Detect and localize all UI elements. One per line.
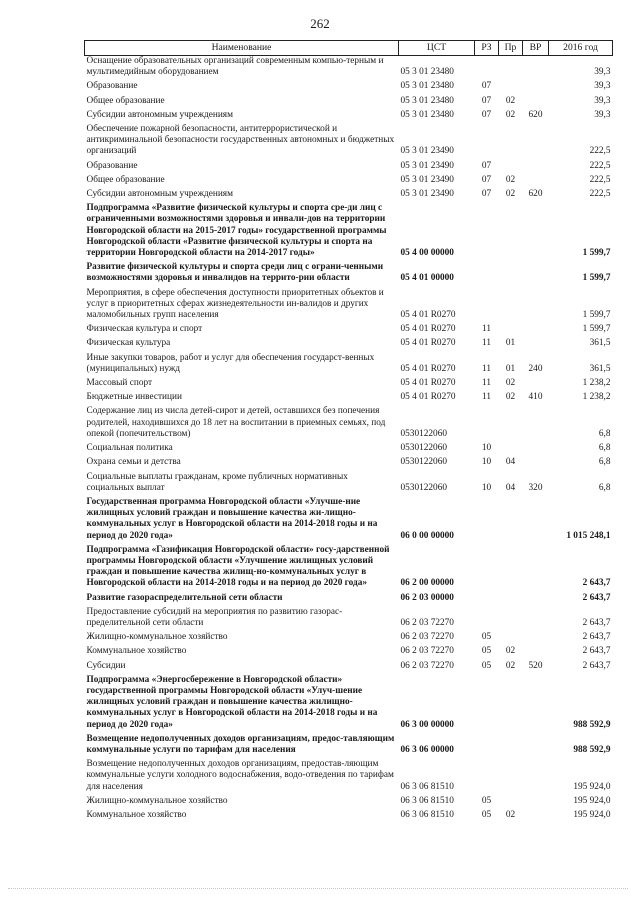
row-cst: 05 3 01 23480 xyxy=(400,109,454,120)
row-cst: 06 2 03 72270 xyxy=(400,617,454,628)
header-pr: Пр xyxy=(499,41,523,56)
row-cst: 05 3 01 23490 xyxy=(400,146,454,157)
table-row xyxy=(85,378,613,392)
row-name: Субсидии xyxy=(86,660,126,671)
row-rz xyxy=(475,593,499,607)
row-pr: 02 xyxy=(505,95,516,106)
row-rz: 07 xyxy=(481,160,492,171)
row-vr xyxy=(523,338,549,352)
row-pr: 02 xyxy=(505,809,516,820)
row-cst: 06 3 06 81510 xyxy=(400,809,454,820)
row-cst: 05 3 01 23490 xyxy=(400,160,454,171)
row-vr xyxy=(523,378,549,392)
row-pr: 02 xyxy=(505,378,516,389)
row-pr xyxy=(499,203,523,262)
table-row xyxy=(85,675,613,734)
row-amount: 195 924,0 xyxy=(573,781,611,792)
table-row xyxy=(85,607,613,632)
row-vr xyxy=(523,796,549,810)
row-name: Общее образование xyxy=(86,95,165,106)
row-pr xyxy=(499,81,523,95)
table-row xyxy=(85,646,613,660)
row-rz: 10 xyxy=(481,482,492,493)
row-rz xyxy=(475,262,499,287)
row-rz xyxy=(475,124,499,161)
table-row xyxy=(85,443,613,457)
row-amount: 195 924,0 xyxy=(573,809,611,820)
row-cst: 05 4 01 R0270 xyxy=(400,324,456,335)
row-vr xyxy=(523,810,549,824)
row-rz: 05 xyxy=(481,660,492,671)
row-amount: 2 643,7 xyxy=(582,592,611,603)
row-vr xyxy=(523,443,549,457)
table-row xyxy=(85,472,613,497)
row-vr xyxy=(523,545,549,593)
row-cst: 05 4 01 00000 xyxy=(400,273,454,284)
row-name: Возмещение недополученных доходов организациям, предостав-ляющим коммунальные услуги холодного водоснабжения, водо-отведения по тарифам для населения xyxy=(86,759,394,792)
row-amount: 1 015 248,1 xyxy=(566,530,611,541)
row-vr: 410 xyxy=(528,392,543,403)
row-name: Жилищно-коммунальное хозяйство xyxy=(86,795,228,806)
row-rz: 10 xyxy=(481,457,492,468)
table-row xyxy=(85,189,613,203)
row-rz: 05 xyxy=(481,809,492,820)
row-rz: 05 xyxy=(481,646,492,657)
row-pr xyxy=(499,632,523,646)
row-cst: 05 4 01 R0270 xyxy=(400,310,456,321)
row-pr xyxy=(499,288,523,325)
table-row xyxy=(85,324,613,338)
row-vr xyxy=(523,324,549,338)
row-name: Массовый спорт xyxy=(86,378,153,389)
row-vr xyxy=(523,56,549,82)
row-name: Бюджетные инвестиции xyxy=(86,392,182,403)
row-name: Подпрограмма «Энергосбережение в Новгородской области» государственной программы Новгородской области «Улуч-шение жилищных условий граждан и повышение качества жилищно-коммунальных услуг в Новгородской области на 2014-2018 годы и на период до 2020 года» xyxy=(86,674,378,730)
row-cst: 0530122060 xyxy=(400,428,447,439)
row-cst: 0530122060 xyxy=(400,457,447,468)
row-amount: 2 643,7 xyxy=(582,578,611,589)
row-vr xyxy=(523,734,549,759)
row-rz xyxy=(475,406,499,443)
row-amount: 361,5 xyxy=(589,363,611,374)
table-row xyxy=(85,81,613,95)
row-cst: 0530122060 xyxy=(400,482,447,493)
row-amount: 988 592,9 xyxy=(573,719,611,730)
row-vr xyxy=(523,675,549,734)
row-name: Иные закупки товаров, работ и услуг для обеспечения государст-венных (муниципальных) нужд xyxy=(86,352,375,374)
header-rz: РЗ xyxy=(475,41,499,56)
row-name: Социальная политика xyxy=(86,443,173,454)
row-amount: 39,3 xyxy=(594,81,611,92)
row-rz xyxy=(475,675,499,734)
row-vr: 320 xyxy=(528,482,543,493)
row-pr: 01 xyxy=(505,338,516,349)
row-vr xyxy=(523,593,549,607)
row-name: Возмещение недополученных доходов организациям, предос-тавляющим коммунальные услуги по тарифам для населения xyxy=(86,733,395,755)
row-amount: 222,5 xyxy=(589,146,611,157)
row-amount: 1 238,2 xyxy=(582,392,611,403)
row-name: Социальные выплаты гражданам, кроме публичных нормативных социальных выплат xyxy=(86,471,348,493)
row-amount: 222,5 xyxy=(589,160,611,171)
row-cst: 05 3 01 23480 xyxy=(400,67,454,78)
row-rz xyxy=(475,734,499,759)
row-vr xyxy=(523,161,549,175)
row-rz xyxy=(475,497,499,545)
row-name: Образование xyxy=(86,160,138,171)
row-rz: 10 xyxy=(481,443,492,454)
row-vr: 520 xyxy=(528,660,543,671)
row-name: Развитие физической культуры и спорта среди лиц с ограни-ченными возможностями здоровья и инвалидов на террито-рии области xyxy=(86,262,384,284)
row-cst: 06 3 00 00000 xyxy=(400,719,454,730)
table-row xyxy=(85,406,613,443)
row-vr xyxy=(523,81,549,95)
row-amount: 6,8 xyxy=(598,428,611,439)
row-pr xyxy=(499,759,523,796)
header-amount: 2016 год xyxy=(549,41,613,56)
row-rz xyxy=(475,607,499,632)
table-row xyxy=(85,810,613,824)
table-row xyxy=(85,288,613,325)
row-pr: 04 xyxy=(505,482,516,493)
table-row xyxy=(85,96,613,110)
row-pr xyxy=(499,675,523,734)
row-rz xyxy=(475,759,499,796)
table-row xyxy=(85,353,613,378)
row-amount: 1 238,2 xyxy=(582,378,611,389)
row-amount: 39,3 xyxy=(594,67,611,78)
row-amount: 2 643,7 xyxy=(582,660,611,671)
table-row xyxy=(85,110,613,124)
row-amount: 222,5 xyxy=(589,189,611,200)
row-pr xyxy=(499,443,523,457)
row-cst: 06 2 00 00000 xyxy=(400,578,454,589)
row-pr xyxy=(499,262,523,287)
row-amount: 1 599,7 xyxy=(582,310,611,321)
header-cst: ЦСТ xyxy=(399,41,475,56)
table-row xyxy=(85,796,613,810)
row-name: Образование xyxy=(86,81,138,92)
row-pr xyxy=(499,161,523,175)
row-pr xyxy=(499,545,523,593)
table-row xyxy=(85,56,613,82)
table-header-row xyxy=(85,41,613,56)
row-amount: 39,3 xyxy=(594,95,611,106)
row-vr xyxy=(523,406,549,443)
row-pr xyxy=(499,796,523,810)
table-row xyxy=(85,734,613,759)
row-pr: 02 xyxy=(505,646,516,657)
row-vr xyxy=(523,175,549,189)
row-vr xyxy=(523,203,549,262)
row-cst: 06 3 06 81510 xyxy=(400,795,454,806)
row-rz: 11 xyxy=(482,324,491,335)
row-rz xyxy=(475,545,499,593)
table-row xyxy=(85,593,613,607)
row-cst: 06 2 03 72270 xyxy=(400,632,454,643)
row-pr xyxy=(499,324,523,338)
row-name: Подпрограмма «Развитие физической культуры и спорта сре-ди лиц с ограниченными возможностями здоровья и инвали-дов на территории Новгородской области на 2015-2017 годы» государственной программы Новгородской области «Развитие физической культуры и спорта на территории Новгородской области на 2014-2017 годы» xyxy=(86,203,387,259)
row-name: Мероприятия, в сфере обеспечения доступности приоритетных объектов и услуг в приоритетных сферах жизнедеятельности ин-валидов и других маломобильных групп населения xyxy=(86,287,384,321)
row-cst: 05 4 01 R0270 xyxy=(400,363,456,374)
table-row xyxy=(85,203,613,262)
row-name: Оснащение образовательных организаций современным компью-терным и мультимедийным оборудованием xyxy=(86,56,384,78)
row-amount: 6,8 xyxy=(598,457,611,468)
row-name: Физическая культура и спорт xyxy=(86,324,203,335)
row-name: Государственная программа Новгородской области «Улучше-ние жилищных условий граждан и повышение качества жи-лищно-коммунальных услуг в Новгородской области на 2014-2018 годы и на период до 2020 года» xyxy=(86,496,378,541)
header-name: Наименование xyxy=(85,41,399,56)
row-vr xyxy=(523,646,549,660)
row-cst: 0530122060 xyxy=(400,443,447,454)
row-pr xyxy=(499,593,523,607)
row-rz: 11 xyxy=(482,392,491,403)
row-amount: 6,8 xyxy=(598,482,611,493)
row-rz xyxy=(475,288,499,325)
row-name: Жилищно-коммунальное хозяйство xyxy=(86,632,228,643)
row-cst: 05 3 01 23490 xyxy=(400,174,454,185)
row-rz: 07 xyxy=(481,189,492,200)
row-cst: 05 3 01 23490 xyxy=(400,189,454,200)
table-row xyxy=(85,175,613,189)
row-amount: 222,5 xyxy=(589,174,611,185)
row-vr: 240 xyxy=(528,363,543,374)
table-row xyxy=(85,262,613,287)
row-vr xyxy=(523,96,549,110)
row-rz xyxy=(475,203,499,262)
row-vr xyxy=(523,124,549,161)
row-vr xyxy=(523,262,549,287)
row-name: Развитие газораспределительной сети области xyxy=(86,592,283,603)
row-cst: 05 4 01 R0270 xyxy=(400,338,456,349)
row-name: Коммунальное хозяйство xyxy=(86,809,187,820)
row-rz: 07 xyxy=(481,174,492,185)
table-row xyxy=(85,759,613,796)
row-cst: 06 0 00 00000 xyxy=(400,530,454,541)
row-pr: 02 xyxy=(505,189,516,200)
row-rz: 07 xyxy=(481,81,492,92)
row-name: Охрана семьи и детства xyxy=(86,457,181,468)
row-amount: 1 599,7 xyxy=(582,248,611,259)
row-cst: 05 3 01 23480 xyxy=(400,95,454,106)
row-cst: 05 3 01 23480 xyxy=(400,81,454,92)
row-rz: 05 xyxy=(481,632,492,643)
row-cst: 06 2 03 00000 xyxy=(400,592,454,603)
table-row xyxy=(85,457,613,471)
row-amount: 2 643,7 xyxy=(582,646,611,657)
row-amount: 2 643,7 xyxy=(582,617,611,628)
row-rz: 07 xyxy=(481,109,492,120)
row-amount: 361,5 xyxy=(589,338,611,349)
row-amount: 39,3 xyxy=(594,109,611,120)
row-name: Предоставление субсидий на мероприятия по развитию газорас-пределительной сети области xyxy=(86,606,343,628)
row-rz: 05 xyxy=(481,795,492,806)
row-pr: 04 xyxy=(505,457,516,468)
row-vr xyxy=(523,288,549,325)
row-vr: 620 xyxy=(528,189,543,200)
row-pr xyxy=(499,607,523,632)
table-row xyxy=(85,392,613,406)
row-vr xyxy=(523,632,549,646)
row-rz: 11 xyxy=(482,338,491,349)
row-cst: 05 4 00 00000 xyxy=(400,248,454,259)
row-name: Содержание лиц из числа детей-сирот и детей, оставшихся без попечения родителей, находившихся до 18 лет на воспитании в приемных семьях, под опекой (попечительством) xyxy=(86,406,386,439)
row-rz xyxy=(475,56,499,82)
table-row xyxy=(85,338,613,352)
row-cst: 06 2 03 72270 xyxy=(400,646,454,657)
table-row xyxy=(85,661,613,675)
row-pr: 01 xyxy=(505,363,516,374)
row-vr xyxy=(523,759,549,796)
row-name: Обеспечение пожарной безопасности, антитеррористической и антикриминальной безопасности государственных автономных и бюджетных организаций xyxy=(86,124,395,157)
row-amount: 2 643,7 xyxy=(582,632,611,643)
row-amount: 6,8 xyxy=(598,443,611,454)
row-name: Субсидии автономным учреждениям xyxy=(86,189,233,200)
table-row xyxy=(85,497,613,545)
table-row xyxy=(85,161,613,175)
row-pr xyxy=(499,56,523,82)
page-number: 262 xyxy=(310,16,330,31)
row-vr xyxy=(523,497,549,545)
row-pr xyxy=(499,124,523,161)
row-pr: 02 xyxy=(505,392,516,403)
row-name: Подпрограмма «Газификация Новгородской области» госу-дарственной программы Новгородской области «Улучшение жилищных условий граждан и повышение качества жилищ-но-коммунальных услуг в Новгородской области на 2014-2018 годы и на период до 2020 года» xyxy=(86,544,390,589)
row-cst: 06 3 06 81510 xyxy=(400,781,454,792)
row-cst: 05 4 01 R0270 xyxy=(400,392,456,403)
row-cst: 05 4 01 R0270 xyxy=(400,378,456,389)
row-amount: 1 599,7 xyxy=(582,273,611,284)
row-amount: 1 599,7 xyxy=(582,324,611,335)
table-row xyxy=(85,545,613,593)
row-pr xyxy=(499,406,523,443)
row-pr xyxy=(499,734,523,759)
row-name: Субсидии автономным учреждениям xyxy=(86,109,233,120)
row-pr xyxy=(499,497,523,545)
row-cst: 06 2 03 72270 xyxy=(400,660,454,671)
row-pr: 02 xyxy=(505,174,516,185)
row-amount: 195 924,0 xyxy=(573,795,611,806)
row-name: Коммунальное хозяйство xyxy=(86,646,187,657)
row-name: Физическая культура xyxy=(86,338,171,349)
row-vr xyxy=(523,607,549,632)
row-vr xyxy=(523,457,549,471)
row-rz: 07 xyxy=(481,95,492,106)
row-pr: 02 xyxy=(505,660,516,671)
table-body xyxy=(85,56,613,825)
table-row xyxy=(85,632,613,646)
header-vr: ВР xyxy=(523,41,549,56)
table-row xyxy=(85,124,613,161)
row-amount: 988 592,9 xyxy=(573,744,611,755)
row-name: Общее образование xyxy=(86,174,165,185)
scan-artifact-line xyxy=(8,886,628,889)
row-vr: 620 xyxy=(528,109,543,120)
row-rz: 11 xyxy=(482,363,491,374)
row-pr: 02 xyxy=(505,109,516,120)
budget-table xyxy=(84,40,613,824)
row-rz: 11 xyxy=(482,378,491,389)
row-cst: 06 3 06 00000 xyxy=(400,744,454,755)
